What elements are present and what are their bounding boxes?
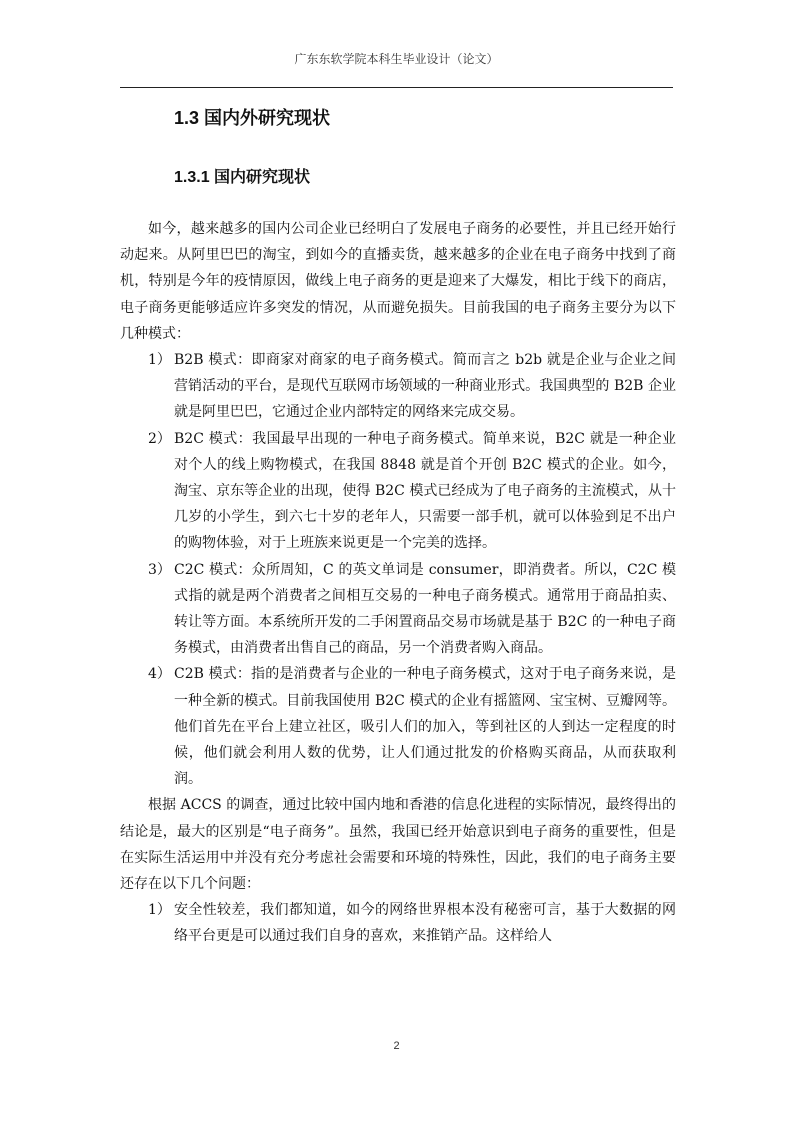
header-divider: [120, 87, 673, 88]
list-text: C2C 模式：众所周知，C 的英文单词是 consumer，即消费者。所以，C2C 模式指的就是两个消费者之间相互交易的一种电子商务模式。通常用于商品拍卖、转让等方面。本系统所开发的二手闲置商品交易市场就是基于 B2C 的一种电子商务模式，由消费者出售自己的商品，另一个消费者购入商品。: [174, 561, 676, 657]
section-heading: 1.3 国内外研究现状: [174, 108, 331, 128]
list-item: [120, 661, 676, 792]
list-number: 1）: [148, 902, 171, 919]
list-number: 4）: [148, 666, 171, 683]
list-number: 1）: [148, 352, 171, 369]
list-item: [120, 347, 676, 426]
list-text: C2B 模式：指的是消费者与企业的一种电子商务模式，这对于电子商务来说，是一种全新的模式。目前我国使用 B2C 模式的企业有摇篮网、宝宝树、豆瓣网等。他们首先在平台上建立社区，吸引人们的加入，等到社区的人到达一定程度的时候，他们就会利用人数的优势，让人们通过批发的价格购买商品，从而获取利润。: [174, 666, 676, 788]
intro-paragraph: 如今，越来越多的国内公司企业已经明白了发展电子商务的必要性，并且已经开始行动起来。从阿里巴巴的淘宝，到如今的直播卖货，越来越多的企业在电子商务中找到了商机，特别是今年的疫情原因，做线上电子商务的更是迎来了大爆发，相比于线下的商店，电子商务更能够适应许多突发的情况，从而避免损失。目前我国的电子商务主要分为以下几种模式：: [120, 221, 676, 342]
list-text: 安全性较差，我们都知道，如今的网络世界根本没有秘密可言，基于大数据的网络平台更是可以通过我们自身的喜欢，来推销产品。这样给人: [174, 902, 676, 945]
problem-list: [120, 897, 676, 949]
list-number: 2）: [148, 430, 171, 447]
list-item: [120, 897, 676, 949]
page-number: 2: [393, 1040, 400, 1052]
list-number: 3）: [148, 561, 171, 578]
mode-list: [120, 347, 676, 792]
list-text: B2B 模式：即商家对商家的电子商务模式。简而言之 b2b 就是企业与企业之间营销活动的平台，是现代互联网市场领域的一种商业形式。我国典型的 B2B 企业就是阿里巴巴，它通过企业内部特定的网络来完成交易。: [174, 352, 676, 421]
list-item: [120, 426, 676, 557]
accs-paragraph: 根据 ACCS 的调查，通过比较中国内地和香港的信息化进程的实际情况，最终得出的结论是，最大的区别是“电子商务”。虽然，我国已经开始意识到电子商务的重要性，但是在实际生活运用中并没有充分考虑社会需要和环境的特殊性，因此，我们的电子商务主要还存在以下几个问题：: [120, 797, 676, 893]
list-item: [120, 557, 676, 662]
page-header: 广东东软学院本科生毕业设计（论文）: [294, 52, 499, 66]
body-text: [120, 216, 676, 950]
subsection-heading: 1.3.1 国内研究现状: [174, 169, 311, 186]
list-text: B2C 模式：我国最早出现的一种电子商务模式。简单来说，B2C 就是一种企业对个人的线上购物模式，在我国 8848 就是首个开创 B2C 模式的企业。如今，淘宝、京东等企业的出现，使得 B2C 模式已经成为了电子商务的主流模式，从十几岁的小学生，到六七十岁的老年人，只需要一部手机，就可以体验到足不出户的购物体验，对于上班族来说更是一个完美的选择。: [174, 430, 676, 552]
